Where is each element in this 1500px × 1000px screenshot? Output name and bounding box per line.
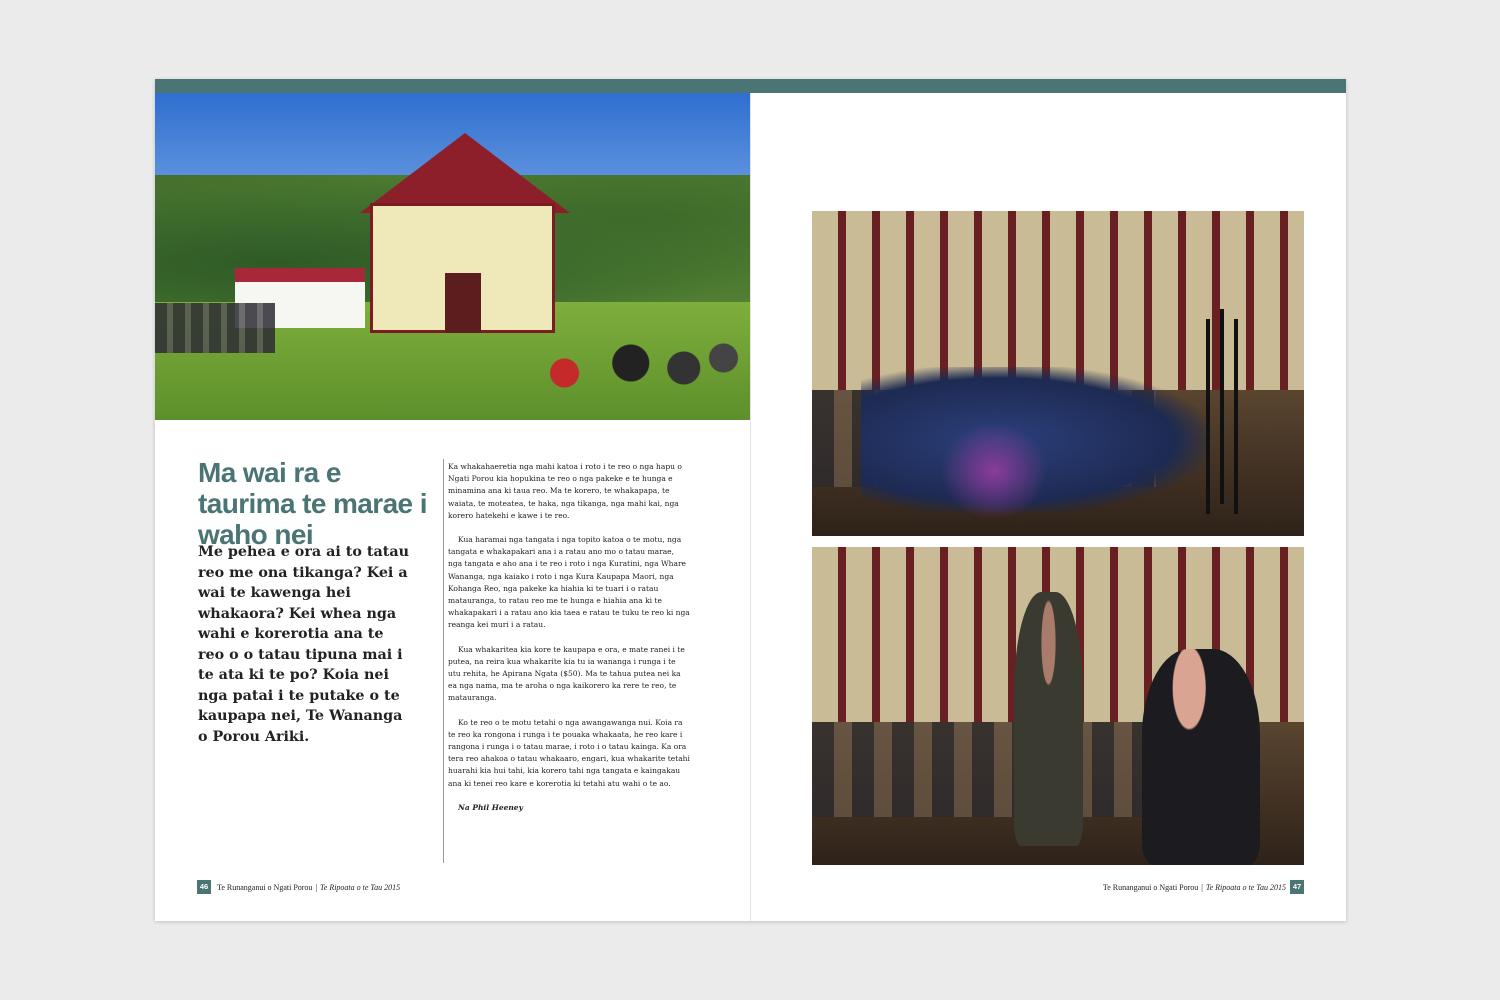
footer-right — [1103, 883, 1286, 892]
page-number-right: 47 — [1290, 880, 1304, 894]
footer-publication: Te Ripoata o te Tau 2015 — [320, 883, 401, 892]
article-intro: Me pehea e ora ai to tatau reo me ona tikanga? Kei a wai te kawenga hei whakaora? Kei whea nga wahi e korerotia ana te reo o o tatau tipuna mai i te ata ki te po? Koia nei nga patai i te putake o te kaupapa nei, Te Wananga o Porou Ariki. — [198, 544, 410, 745]
photo-seated-man — [1142, 649, 1260, 865]
page-number-left: 46 — [197, 880, 211, 894]
footer-separator: | — [315, 883, 318, 892]
photo-seated-people — [812, 722, 1156, 817]
footer-org: Te Runanganui o Ngati Porou — [1102, 883, 1199, 892]
marae-exterior-photo — [155, 93, 750, 420]
wharenui-interior-photo-1 — [812, 211, 1304, 536]
photo-child — [940, 422, 1048, 520]
article-heading: Ma wai ra e taurima te marae i waho nei — [198, 457, 427, 550]
article-body — [448, 461, 690, 826]
photo-crowd-left — [155, 303, 275, 353]
footer-separator: | — [1201, 883, 1203, 892]
body-paragraph: Kua whakaritea kia kore te kaupapa e ora, e mate ranei i te putea, na reira kua whakarite kia tu ia wananga i runga i te utu rehita, he Apirana Ngata ($50). Ma te tahua putea nei ka ea nga nama, ma te aroha o nga kaikorero ka rere te reo, te matauranga. — [448, 644, 685, 703]
photo-roof-left — [360, 133, 465, 213]
photo-crowd-right — [485, 313, 750, 413]
body-paragraph: Kua haramai nga tangata i nga topito katoa o te motu, nga tangata e whakapakari ana i a ratau ano mo o tatau marae, nga tangata e aho ana i te reo i roto i nga Kuratini, nga Whare Wananga, nga kaiako i roto i nga Kura Kaupapa Maori, nga Kohanga Reo, nga pakeke ka hiahia ki te tuari i o ratau matauranga, to ratau reo me te hunga e hiahia ana ki te whakapakari i a ratau ano kia taea e ratau te tuku te reo ki nga reanga kei muri i a ratau. — [448, 535, 690, 630]
wharenui-interior-photo-2 — [812, 547, 1304, 865]
photo-tripod — [1220, 309, 1224, 504]
photo-standing-man — [1014, 592, 1083, 846]
magazine-spread — [155, 79, 1346, 921]
footer-publication: Te Ripoata o te Tau 2015 — [1205, 883, 1286, 892]
photo-roof-right — [465, 133, 570, 213]
article-byline: Na Phil Heeney — [458, 802, 523, 812]
top-color-band — [155, 79, 1346, 93]
footer-org: Te Runanganui o Ngati Porou — [217, 883, 313, 892]
photo-door — [445, 273, 481, 333]
footer-left — [217, 883, 400, 892]
body-paragraph: Ka whakahaeretia nga mahi katoa i roto i te reo o nga hapu o Ngati Porou kia hopukina te reo o nga pakeke e te hunga e minamina ana ki taua reo. Ma te korero, te whakapapa, te waiata, te moteatea, te haka, nga tikanga, nga mahi kai, nga korero hatekehi e kawe i te reo. — [448, 462, 682, 520]
body-paragraph: Ko te reo o te motu tetahi o nga awangawanga nui. Koia ra te reo ka rongona i runga i te pouaka whakaata, he reo kare i rangona i runga i o tatau marae, i roto i o tatau kainga. Ka ora tera reo ahakoa o tatau whakaaro, engari, kua whakarite tetahi huarahi kia hui tahi, kia korero tahi nga tangata e kaingakau ana ki tenei reo kare e korerotia ki tetahi atu wahi o te ao. — [448, 717, 690, 788]
column-rule — [443, 459, 444, 863]
page-gutter — [750, 93, 751, 921]
